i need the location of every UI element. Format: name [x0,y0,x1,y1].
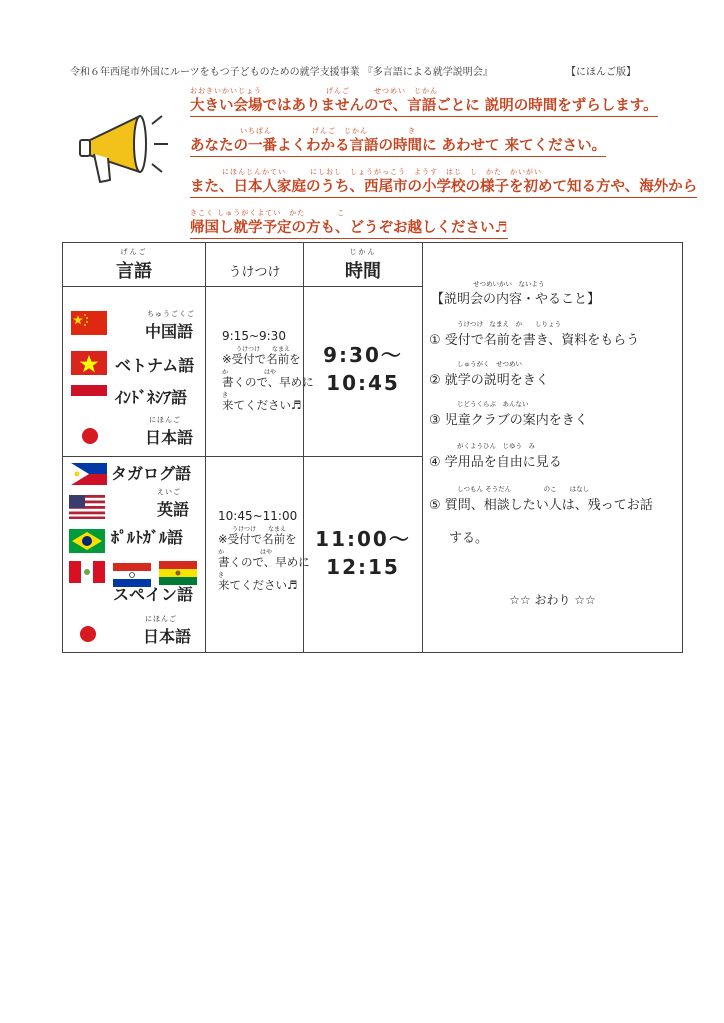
content-title: 【説明会の内容・やること】 [431,292,601,307]
china-flag-icon [71,311,107,335]
language-vietnamese: ベトナム語 [115,356,195,375]
reception-note-1: ※受付で名前を [222,352,301,366]
group1-languages: ちゅうごくご 中国語 ベトナム語 ｲﾝﾄﾞﾈｼｱ語 にほんご 日本語 [63,287,206,457]
header-language: げんご 言語 [63,243,206,287]
language-japanese: 日本語 [143,627,192,646]
language-indonesian: ｲﾝﾄﾞﾈｼｱ語 [115,388,188,407]
notice-line-2: あなたの一番よくわかる言語の時間に あわせて 来てください。 [190,134,606,157]
content-ending: ☆☆ おわり ☆☆ [509,593,596,607]
end-time: 12:15 [326,555,400,579]
notice-ruby-2: いちばん げんご じかん き [240,127,416,135]
group2-languages: タガログ語 えいご 英語 ﾎﾟﾙﾄｶﾞﾙ語 スペイン語 にほんご 日本語 [63,457,206,653]
notice-ruby-4: きこく しゅうがくよてい かた こ [190,209,346,217]
version-label: 【にほんご版】 [566,67,636,78]
content-item: ② 就学の説明をきく [429,373,549,388]
reception-note-1: ※受付で名前を [218,532,297,546]
content-item: ① 受付で名前を書き、資料をもらう [429,333,640,348]
reception-note-2: 書くので、早めに [218,555,310,569]
reception-note-2: 書くので、早めに [222,375,314,389]
reception-time: 10:45~11:00 [218,509,298,523]
language-spanish: スペイン語 [113,585,194,604]
language-japanese: 日本語 [145,428,194,447]
language-portuguese: ﾎﾟﾙﾄｶﾞﾙ語 [111,528,184,547]
megaphone-icon [78,110,173,185]
content-cell: せつめいかい ないよう 【説明会の内容・やること】 うけつけ なまえ か しりょう ① 受付で名前を書き、資料をもらう しゅうがく せつめい ② 就学の説明をきく じどうくらぶ あんない ③ 児童クラブの案内をきく がくようひん じゆう み ④ 学用品を自由に見る しつもん そうだん のこ はなし ⑤ 質問、相談したい人は、残ってお話 する。 ☆☆ おわり ☆☆ [423,243,683,653]
document-header: 令和６年西尾市外国にルーツをもつ子どものための就学支援事業 『多言語による就学説明会』 [70,67,493,78]
start-time: 9:30～ [323,343,403,367]
schedule-table [62,242,683,653]
notice-line-4: 帰国し就学予定の方も、どうぞお越しください♬ [190,216,508,239]
brazil-flag-icon [69,529,105,553]
content-item-continued: する。 [449,531,489,546]
notice-line-1: 大きい会場ではありませんので、言語ごとに 説明の時間をずらします。 [190,94,658,117]
vietnam-flag-icon [71,351,107,375]
content-item: ③ 児童クラブの案内をきく [429,413,588,428]
indonesia-flag-icon [71,385,107,407]
japan-flag-icon [79,625,97,643]
content-item: ④ 学用品を自由に見る [429,455,562,470]
language-tagalog: タガログ語 [111,464,192,483]
header-reception: うけつけ [206,243,304,287]
content-item: ⑤ 質問、相談したい人は、残ってお話 [429,498,653,513]
end-time: 10:45 [326,371,400,395]
reception-note-3: 来てください♬ [222,398,302,412]
reception-note-3: 来てください♬ [218,578,298,592]
language-chinese: 中国語 [145,322,194,341]
japan-flag-icon [81,427,99,445]
start-time: 11:00～ [315,527,411,551]
group1-reception: 9:15~9:30 うけつけ なまえ ※受付で名前を か はや 書くので、早めに き 来てください♬ [206,287,304,457]
peru-flag-icon [69,561,105,583]
philippines-flag-icon [71,463,107,485]
notice-line-3: また、日本人家庭のうち、西尾市の小学校の様子を初めて知る方や、海外から [190,175,697,198]
group2-reception: 10:45~11:00 うけつけ なまえ ※受付で名前を か はや 書くので、早めに き 来てください♬ [206,457,304,653]
language-english: 英語 [157,500,190,519]
reception-time: 9:15~9:30 [222,329,286,343]
notice-ruby-3: にほんじんかてい にしおし しょうがっこう ようす はじ し かた かいがい [222,168,542,176]
usa-flag-icon [69,495,105,519]
group2-time [304,457,423,653]
group1-time [304,287,423,457]
header-time: じかん 時間 [304,243,423,287]
notice-ruby-1: おおきいかいじょう げんご せつめい じかん [190,87,438,95]
